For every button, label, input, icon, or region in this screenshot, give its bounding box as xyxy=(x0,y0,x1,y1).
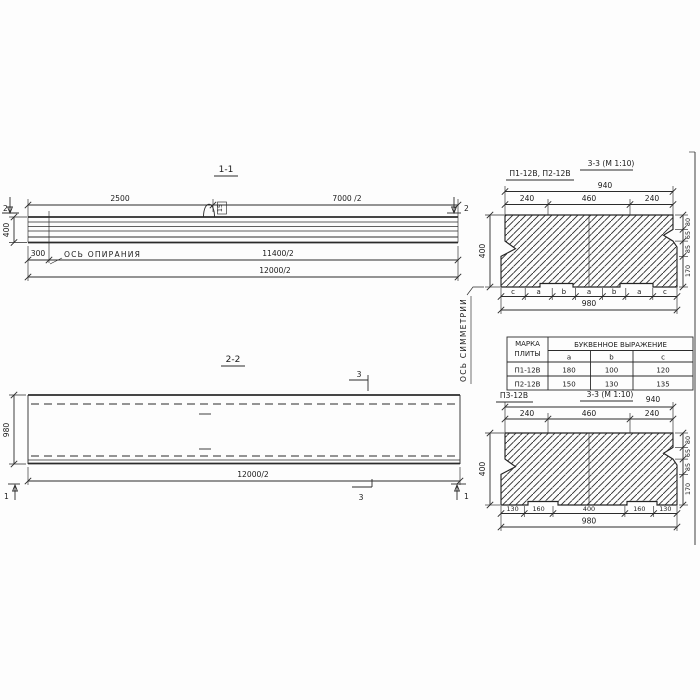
letter-c1: c xyxy=(511,288,515,296)
row2-mark: П2-12В xyxy=(514,380,541,389)
dim-130-r: 130 xyxy=(659,505,672,513)
dim-460-bot: 460 xyxy=(581,409,597,418)
table-row xyxy=(515,381,670,389)
dim-chain-top xyxy=(25,194,461,217)
cut-mark-1-right xyxy=(451,484,469,501)
dim-400: 400 xyxy=(2,222,11,238)
section-3-3-bottom xyxy=(478,390,692,531)
dim-980-bot-value: 980 xyxy=(581,516,597,526)
letter-values-table xyxy=(507,337,693,390)
dim-7000-2: 7000 /2 xyxy=(332,194,362,203)
dim-80-bot: 80 xyxy=(684,435,692,445)
cut-1-right-label: 1 xyxy=(464,492,469,501)
table-col-a: a xyxy=(566,353,572,362)
table-row xyxy=(515,367,670,375)
cut-2-left-label: 2 xyxy=(3,204,8,213)
symmetry-axis-label: ОСЬ СИММЕТРИИ xyxy=(459,298,468,382)
section-2-2-title: 2-2 xyxy=(225,355,241,365)
dim-chain-mid xyxy=(25,246,461,281)
letter-b2: b xyxy=(611,288,617,296)
dim-height-400-bot xyxy=(478,430,504,508)
section-2-2 xyxy=(2,287,484,502)
cut-2-right-label: 2 xyxy=(464,204,469,213)
letter-c2: c xyxy=(662,288,667,296)
row2-b: 130 xyxy=(604,380,619,389)
dim-65-top: 65 xyxy=(684,230,692,240)
cut-mark-2-left xyxy=(2,197,19,213)
dim-130-l: 130 xyxy=(506,505,519,513)
dim-240-460-240-bot xyxy=(502,409,676,433)
row1-mark: П1-12В xyxy=(514,366,541,375)
dim-170-top: 170 xyxy=(684,264,692,278)
dim-80-top: 80 xyxy=(684,217,692,227)
bearing-axis-label: ОСЬ ОПИРАНИЯ xyxy=(64,250,142,259)
section-3-3-bottom-title: 3-3 (М 1:10) xyxy=(586,390,634,399)
dim-240-right: 240 xyxy=(644,194,660,203)
section-3-3-title: 3-3 (М 1:10) xyxy=(587,159,635,168)
row2-a: 150 xyxy=(562,380,576,389)
dim-940: 940 xyxy=(597,181,613,190)
dim-160-r: 160 xyxy=(633,505,646,513)
dim-85-top: 85 xyxy=(684,244,692,254)
dim-12000-2: 12000/2 xyxy=(259,266,291,275)
cut-3-bottom-label: 3 xyxy=(358,493,364,502)
dim-11400-2: 11400/2 xyxy=(262,249,294,258)
dim-980: 980 xyxy=(2,422,11,438)
dim-940-bot: 940 xyxy=(645,395,661,404)
letter-b1: b xyxy=(561,288,567,296)
cut-3-top-label: 3 xyxy=(356,370,362,379)
table-header-marka-1: МАРКА xyxy=(515,340,540,348)
dim-460: 460 xyxy=(581,194,597,203)
cut-mark-3-bottom xyxy=(352,479,372,502)
dim-400-bot: 400 xyxy=(478,461,487,477)
row1-a: 180 xyxy=(562,366,576,375)
row2-c: 135 xyxy=(656,380,670,389)
dim-160-l: 160 xyxy=(532,505,545,513)
dim-chain-bottom-bot xyxy=(498,505,680,517)
section-1-1-title: 1-1 xyxy=(218,165,234,175)
cut-mark-3-top xyxy=(349,370,368,391)
letter-a1: a xyxy=(536,288,541,296)
dim-300: 300 xyxy=(30,249,46,258)
plate-plan xyxy=(28,395,460,464)
dim-plan-length xyxy=(25,467,463,485)
dim-240-left: 240 xyxy=(519,194,535,203)
dim-2500: 2500 xyxy=(110,194,130,203)
dim-400-top: 400 xyxy=(478,243,487,259)
plate-mark-p3-label: П3-12В xyxy=(499,391,529,400)
dim-12000-2-plan: 12000/2 xyxy=(237,470,269,479)
dim-65-bot: 65 xyxy=(684,448,692,458)
dim-height-400-top xyxy=(478,212,504,290)
dim-chain-bottom xyxy=(25,266,461,280)
loop-mark-label: 15 xyxy=(216,203,224,213)
scan-artifacts xyxy=(376,528,452,545)
dim-980-top-value: 980 xyxy=(581,299,597,308)
row1-b: 100 xyxy=(604,366,619,375)
dim-980-top xyxy=(498,299,680,314)
cut-1-left-label: 1 xyxy=(4,492,9,501)
letter-a2: a xyxy=(586,288,592,296)
plate-marks-label: П1-12В, П2-12В xyxy=(509,169,571,178)
dim-85-bot: 85 xyxy=(684,462,692,472)
dim-240-left-bot: 240 xyxy=(519,409,535,418)
section-3-3-top xyxy=(478,159,692,314)
row1-c: 120 xyxy=(656,366,670,375)
table-col-b: b xyxy=(609,353,614,362)
dim-400-mid: 400 xyxy=(582,505,596,513)
dim-170-bot: 170 xyxy=(684,482,692,496)
letter-a3: a xyxy=(637,288,642,296)
dim-240-right-bot: 240 xyxy=(644,409,660,418)
section-1-1 xyxy=(2,165,469,281)
table-header-expression: БУКВЕННОЕ ВЫРАЖЕНИЕ xyxy=(574,341,667,349)
dim-width-980 xyxy=(2,392,26,467)
table-col-c: c xyxy=(661,353,665,362)
dim-height-400 xyxy=(2,214,27,246)
symmetry-axis xyxy=(459,287,484,384)
dim-240-460-240-top xyxy=(502,194,676,215)
table-header-marka-2: ПЛИТЫ xyxy=(514,350,541,358)
dim-980-bot xyxy=(498,517,680,532)
cut-mark-1-left xyxy=(4,484,20,501)
